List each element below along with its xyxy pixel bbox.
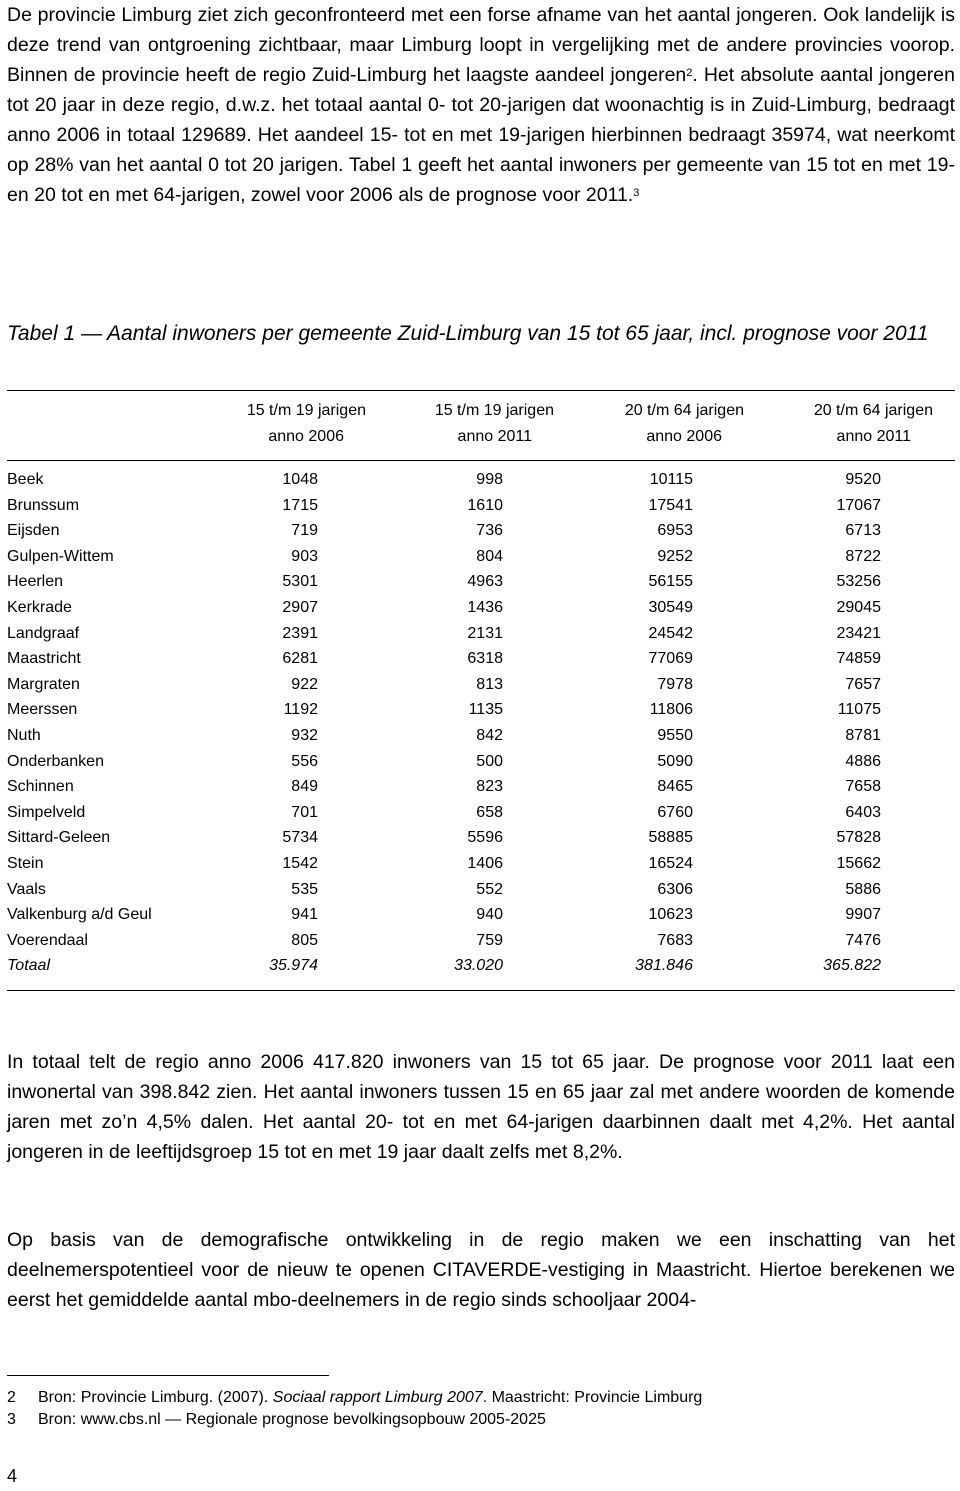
cell-value: 556 xyxy=(291,752,318,770)
cell-value: 1610 xyxy=(467,496,503,514)
cell-value: 759 xyxy=(476,931,503,949)
table-header-rule xyxy=(7,460,955,461)
cell-value: 30549 xyxy=(648,599,693,616)
table-row xyxy=(7,646,955,672)
cell-value: 4886 xyxy=(845,752,881,770)
forecast-paragraph: Op basis van de demografische ontwikkeling in de regio maken we een inschatting van het deelnemerspotentieel voor de nieuw te openen CITAVERDE-vestiging in Maastricht. Hiertoe berekenen we eerst het gemiddelde aantal mbo-deelnemers in de regio sinds schooljaar 2004- xyxy=(7,1229,955,1311)
cell-value: 8781 xyxy=(845,727,881,744)
cell-value: 2131 xyxy=(467,624,503,642)
table-caption: Tabel 1 — Aantal inwoners per gemeente Zuid-Limburg van 15 tot 65 jaar, incl. prognose voor 2011 xyxy=(7,322,929,345)
summary-paragraph: In totaal telt de regio anno 2006 417.820 inwoners van 15 tot 65 jaar. De prognose voor 2011 laat een inwonertal van 398.842 zien. Het aantal inwoners tussen 15 en 65 jaar zal met andere woorden de komende jaren met zo’n 4,5% dalen. Het aantal 20- tot en met 64-jarigen daarbinnen daalt met 4,2%. Het aantal jongeren in de leeftijdsgroep 15 tot en met 19 jaar daalt zelfs met 8,2%. xyxy=(7,1051,955,1163)
municipality-name: Margraten xyxy=(7,675,80,693)
cell-value: 8722 xyxy=(845,547,881,565)
cell-value: 804 xyxy=(476,547,503,565)
cell-value: 1048 xyxy=(282,471,318,488)
cell-value: 365.822 xyxy=(823,957,881,975)
cell-value: 9907 xyxy=(845,906,881,924)
cell-value: 6953 xyxy=(657,522,693,540)
cell-value: 74859 xyxy=(836,650,881,668)
cell-value: 903 xyxy=(291,547,318,565)
cell-value: 5886 xyxy=(845,880,881,898)
page-number: 4 xyxy=(7,1466,18,1486)
header-col-3: 20 t/m 64 jarigen anno 2006 xyxy=(624,402,744,445)
intro-paragraph xyxy=(7,0,955,210)
footnote-separator xyxy=(7,1375,329,1376)
cell-value: 7476 xyxy=(845,931,881,949)
table-row xyxy=(7,877,955,903)
cell-value: 736 xyxy=(476,522,503,540)
cell-value: 7657 xyxy=(845,675,881,693)
cell-value: 552 xyxy=(476,880,503,898)
cell-value: 5596 xyxy=(467,829,503,847)
cell-value: 5090 xyxy=(657,752,693,770)
table-row xyxy=(7,851,955,877)
cell-value: 1436 xyxy=(467,599,503,616)
municipality-name: Heerlen xyxy=(7,573,64,591)
table-row xyxy=(7,467,955,493)
table-row xyxy=(7,697,955,723)
cell-value: 500 xyxy=(476,752,503,770)
cell-value: 7978 xyxy=(657,675,693,693)
cell-value: 842 xyxy=(476,727,503,744)
municipality-name: Sittard-Geleen xyxy=(7,829,111,847)
table-bottom-rule xyxy=(7,990,955,991)
table-row xyxy=(7,518,955,544)
cell-value: 23421 xyxy=(836,624,881,642)
cell-value: 53256 xyxy=(836,573,881,591)
table-row xyxy=(7,774,955,800)
cell-value: 7683 xyxy=(657,931,693,949)
cell-value: 658 xyxy=(476,803,503,821)
cell-value: 10115 xyxy=(649,471,693,488)
municipality-name: Totaal xyxy=(7,957,50,975)
header-col-4: 20 t/m 64 jarigen anno 2011 xyxy=(813,402,933,445)
table-row xyxy=(7,825,955,851)
table-top-rule xyxy=(7,390,955,391)
cell-value: 11806 xyxy=(649,701,693,719)
footnote-2: 2 Bron: Provincie Limburg. (2007). Sociaal rapport Limburg 2007. Maastricht: Provincie Limburg xyxy=(7,1389,703,1406)
cell-value: 813 xyxy=(476,675,503,693)
footnote-ref-2[interactable]: 2 xyxy=(686,67,693,79)
cell-value: 6281 xyxy=(282,650,318,668)
cell-value: 17541 xyxy=(648,496,693,514)
cell-value: 6713 xyxy=(845,522,881,540)
cell-value: 6318 xyxy=(467,650,503,668)
table-row xyxy=(7,723,955,749)
cell-value: 535 xyxy=(291,880,318,898)
table-row xyxy=(7,672,955,698)
cell-value: 6403 xyxy=(845,803,881,821)
cell-value: 15662 xyxy=(836,855,881,872)
cell-value: 56155 xyxy=(648,573,693,591)
cell-value: 5301 xyxy=(282,573,318,591)
table-row xyxy=(7,569,955,595)
table-row xyxy=(7,749,955,775)
municipality-name: Kerkrade xyxy=(7,599,72,616)
table-row xyxy=(7,493,955,519)
cell-value: 1192 xyxy=(283,701,318,719)
header-col-2: 15 t/m 19 jarigen anno 2011 xyxy=(434,402,554,445)
cell-value: 8465 xyxy=(657,778,693,796)
cell-value: 10623 xyxy=(648,906,693,924)
municipality-name: Landgraaf xyxy=(7,624,80,642)
cell-value: 932 xyxy=(291,727,318,744)
table-row xyxy=(7,621,955,647)
cell-value: 16524 xyxy=(648,855,693,872)
cell-value: 823 xyxy=(476,778,503,796)
header-col-1: 15 t/m 19 jarigen anno 2006 xyxy=(246,402,366,445)
municipality-name: Meerssen xyxy=(7,701,78,719)
cell-value: 9252 xyxy=(657,547,693,565)
cell-value: 940 xyxy=(476,906,503,924)
cell-value: 11075 xyxy=(837,701,881,719)
cell-value: 998 xyxy=(476,471,503,488)
cell-value: 849 xyxy=(291,778,318,796)
municipality-name: Schinnen xyxy=(7,778,74,796)
municipality-name: Maastricht xyxy=(7,650,81,668)
municipality-name: Brunssum xyxy=(7,496,80,514)
municipality-name: Nuth xyxy=(7,727,41,744)
cell-value: 35.974 xyxy=(269,957,318,975)
cell-value: 6760 xyxy=(657,803,693,821)
cell-value: 922 xyxy=(291,675,318,693)
municipality-name: Beek xyxy=(7,471,44,488)
municipality-name: Eijsden xyxy=(7,522,60,540)
cell-value: 9520 xyxy=(845,471,881,488)
cell-value: 33.020 xyxy=(454,957,503,975)
cell-value: 6306 xyxy=(657,880,693,898)
cell-value: 5734 xyxy=(282,829,318,847)
footnote-3: 3 Bron: www.cbs.nl — Regionale prognose bevolkingsopbouw 2005-2025 xyxy=(7,1411,546,1428)
cell-value: 1715 xyxy=(282,496,318,514)
table-total-row xyxy=(7,953,955,979)
cell-value: 57828 xyxy=(836,829,881,847)
cell-value: 2907 xyxy=(282,599,318,616)
cell-value: 2391 xyxy=(282,624,318,642)
cell-value: 29045 xyxy=(836,599,881,616)
municipality-name: Vaals xyxy=(7,880,46,898)
cell-value: 805 xyxy=(291,931,318,949)
cell-value: 941 xyxy=(291,906,318,924)
municipality-name: Gulpen-Wittem xyxy=(7,547,114,565)
cell-value: 58885 xyxy=(648,829,693,847)
cell-value: 77069 xyxy=(648,650,693,668)
municipality-name: Voerendaal xyxy=(7,931,88,949)
table-row xyxy=(7,800,955,826)
cell-value: 381.846 xyxy=(635,957,693,975)
table-row xyxy=(7,902,955,928)
cell-value: 1135 xyxy=(468,701,503,719)
municipality-name: Onderbanken xyxy=(7,752,104,770)
municipality-name: Simpelveld xyxy=(7,803,86,821)
table-row xyxy=(7,544,955,570)
municipality-name: Valkenburg a/d Geul xyxy=(7,906,152,924)
footnote-ref-3[interactable]: 3 xyxy=(633,187,640,199)
municipality-name: Stein xyxy=(7,855,44,872)
table-row xyxy=(7,595,955,621)
cell-value: 9550 xyxy=(657,727,693,744)
intro-text-part2: . Het absolute aantal jongeren tot 20 jaar in deze regio, d.w.z. het totaal aantal 0- tot 20-jarigen dat woonachtig is in Zuid-Limburg, bedraagt anno 2006 in totaal 129689. Het aandeel 15- tot en met 19-jarigen hierbinnen bedraagt 35974, wat neerkomt op 28% van het aantal 0 tot 20 jarigen. Tabel 1 geeft het aantal inwoners per gemeente van 15 tot en met 19- en 20 tot en met 64-jarigen, zowel voor 2006 als de prognose voor 2011. xyxy=(7,64,955,206)
cell-value: 4963 xyxy=(467,573,503,591)
cell-value: 1406 xyxy=(467,855,503,872)
cell-value: 7658 xyxy=(845,778,881,796)
cell-value: 701 xyxy=(291,803,318,821)
cell-value: 24542 xyxy=(648,624,693,642)
table-row xyxy=(7,928,955,954)
cell-value: 719 xyxy=(291,522,318,540)
cell-value: 1542 xyxy=(282,855,318,872)
cell-value: 17067 xyxy=(836,496,881,514)
intro-text-part1: De provincie Limburg ziet zich geconfronteerd met een forse afname van het aantal jongeren. Ook landelijk is deze trend van ontgroening zichtbaar, maar Limburg loopt in vergelijking met de andere provincies voorop. Binnen de provincie heeft de regio Zuid-Limburg het laagste aandeel jongeren xyxy=(7,4,955,86)
